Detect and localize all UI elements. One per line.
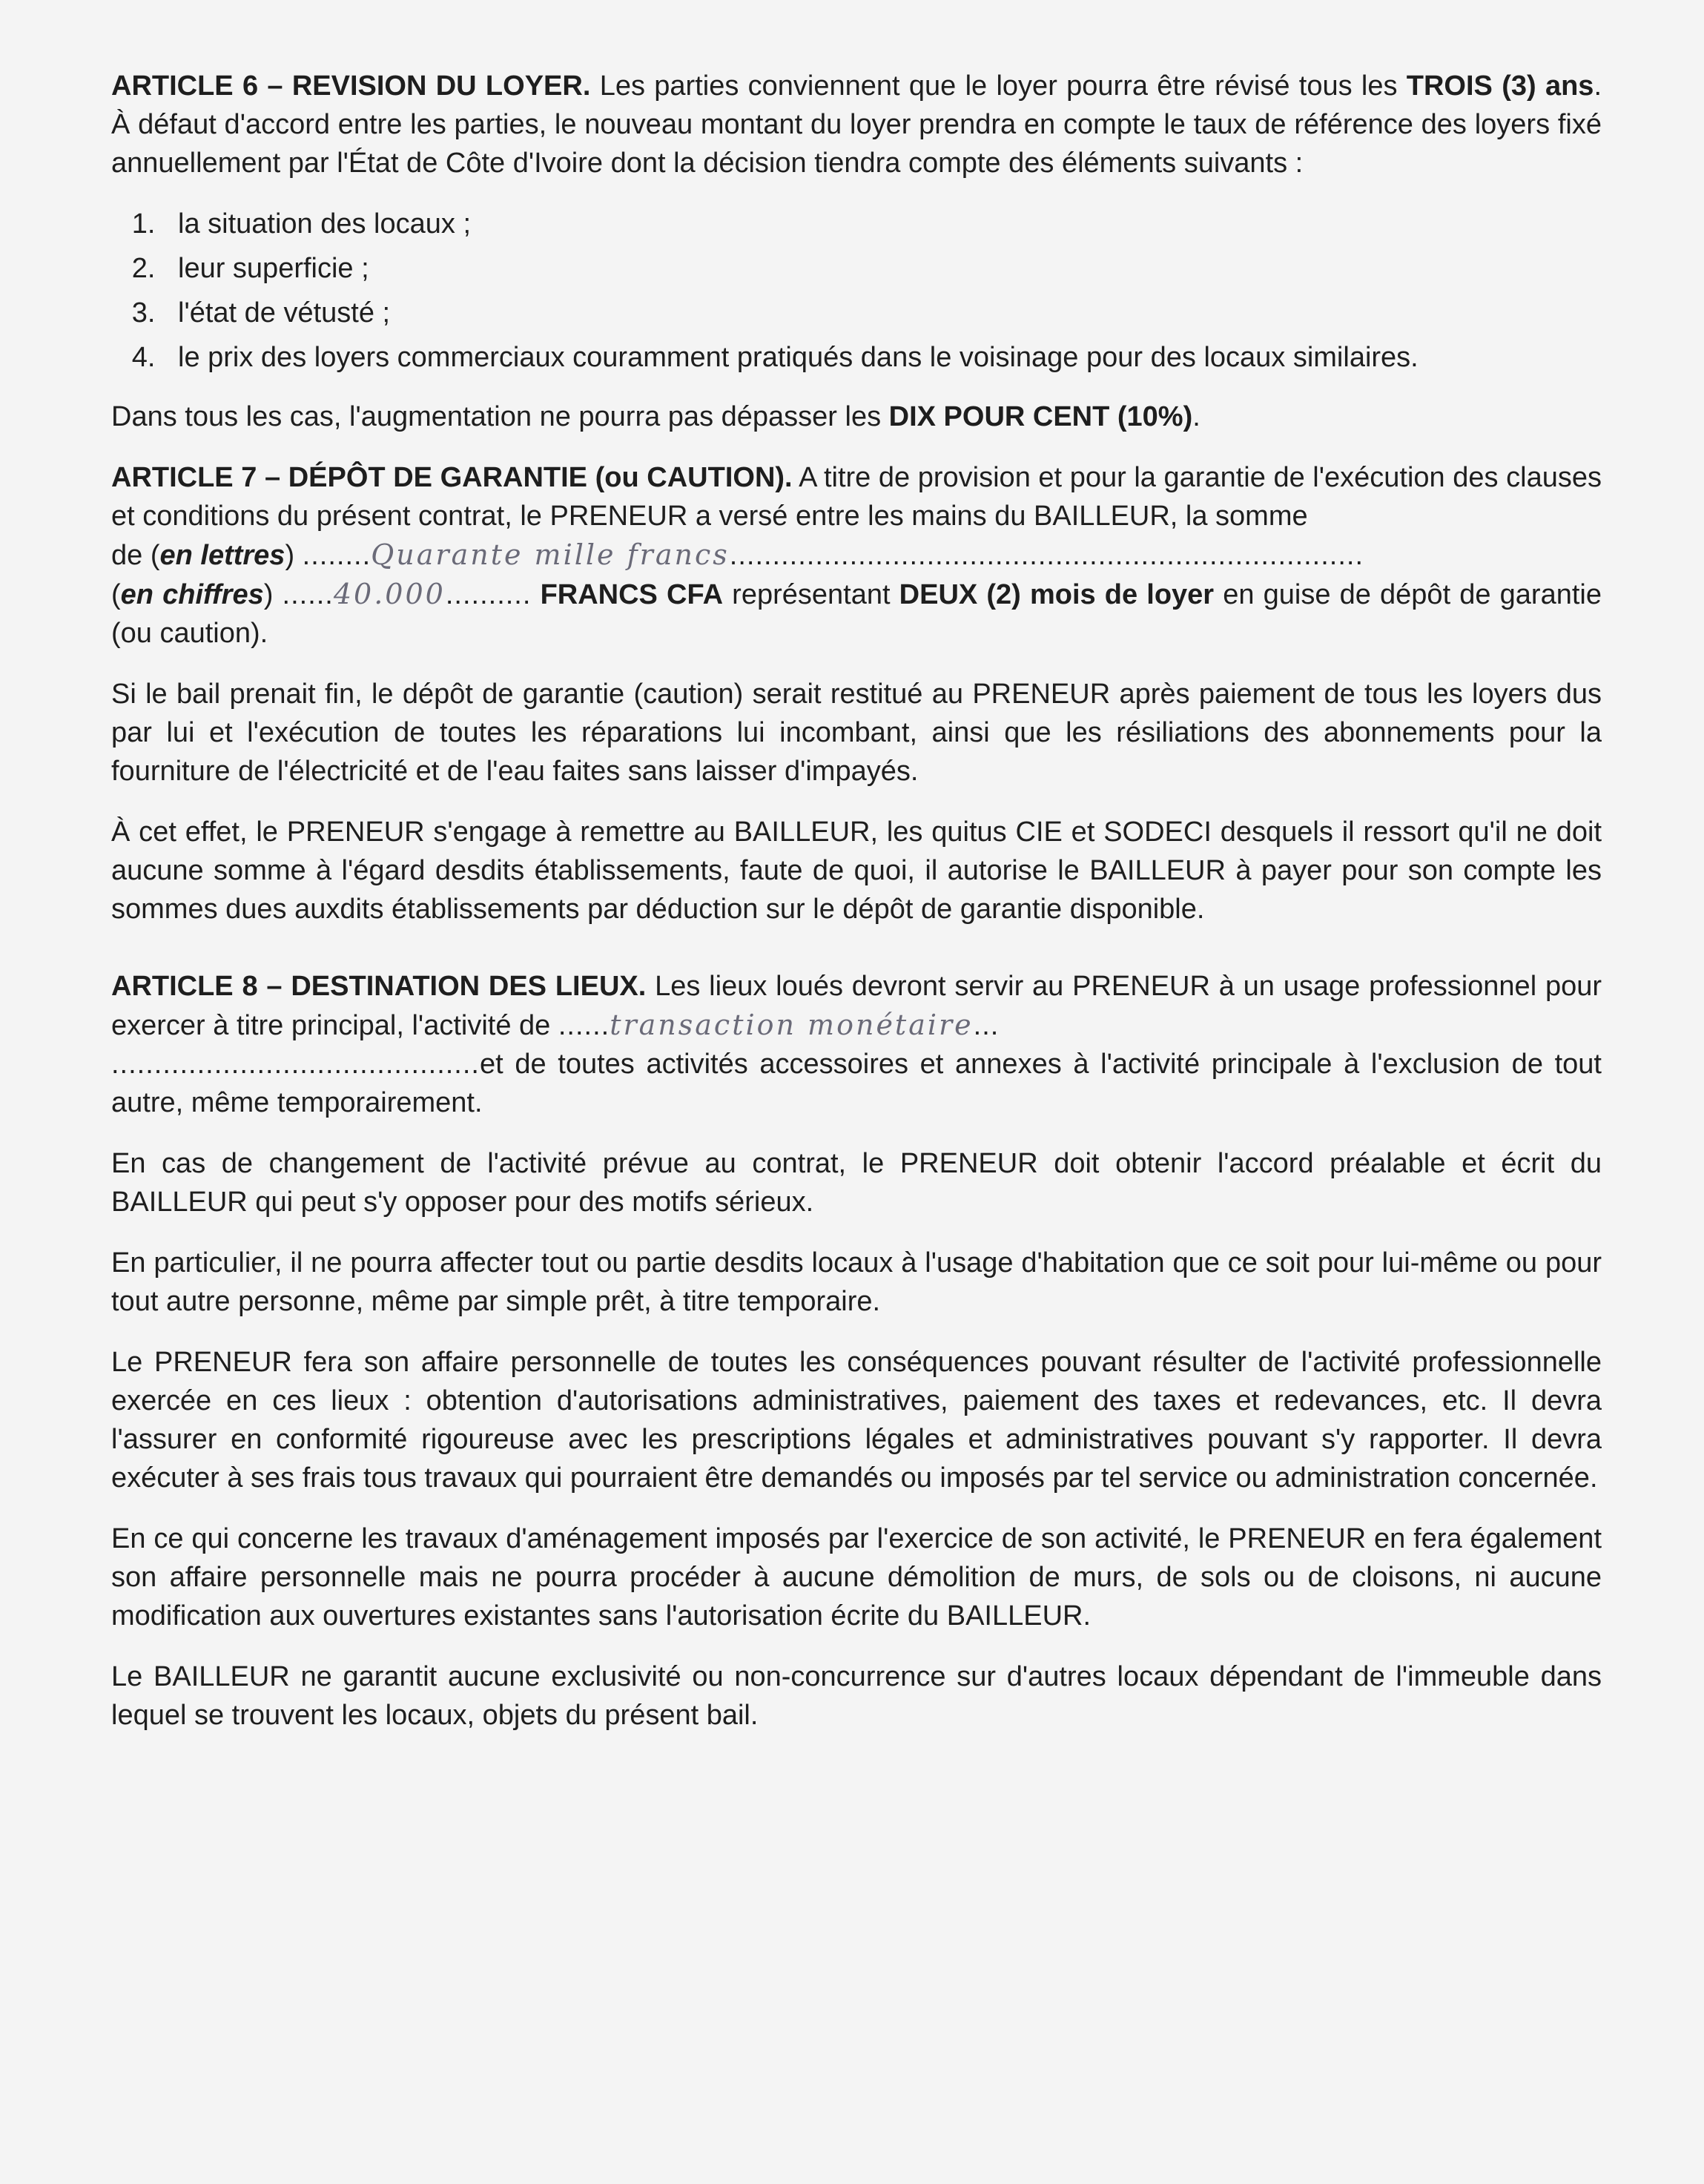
- text: et de toutes activités accessoires et annexes à l'activité principale à l'exclusion de tout autre, même temporairement.: [111, 1049, 1602, 1118]
- text: A titre de provision et pour la garantie de l'exécution des clauses et conditions du présent contrat, le PRENEUR a versé entre les mains du BAILLEUR, la somme: [111, 462, 1602, 532]
- text: Les lieux loués devront servir au PRENEUR à un usage professionnel pour exercer à titre principal, l'activité de: [111, 971, 1602, 1041]
- label-en-lettres: en lettres: [159, 540, 285, 571]
- text: ): [285, 540, 295, 571]
- dots: ......: [558, 1010, 610, 1041]
- text: .: [1192, 401, 1201, 432]
- text: Les parties conviennent que le loyer pourra être révisé tous les: [590, 70, 1407, 102]
- works-paragraph: En ce qui concerne les travaux d'aménagement imposés par l'exercice de son activité, le PRENEUR en fera également son affaire personnelle mais ne pourra procéder à aucune démolition de murs, de sols ou de cloisons, ni aucune modification aux ouvertures existantes sans l'autorisation écrite du BAILLEUR.: [111, 1523, 1602, 1632]
- dots: ..........: [445, 579, 532, 610]
- handwritten-activity[interactable]: transaction monétaire: [610, 1009, 974, 1041]
- article-7-title: ARTICLE 7 – DÉPÔT DE GARANTIE (ou CAUTION).: [111, 462, 793, 493]
- article-6-paragraph: [111, 67, 1602, 182]
- article-8-title: ARTICLE 8 – DESTINATION DES LIEUX.: [111, 971, 647, 1002]
- habitation-paragraph: En particulier, il ne pourra affecter tout ou partie desdits locaux à l'usage d'habitation que ce soit pour lui-même ou pour tout autre personne, même par simple prêt, à titre temporaire.: [111, 1247, 1602, 1317]
- list-item: 3. l'état de vétusté ;: [163, 294, 1602, 332]
- refund-paragraph: Si le bail prenait fin, le dépôt de garantie (caution) serait restitué au PRENEUR après paiement de tous les loyers dus par lui et l'exécution de toutes les réparations lui incombant, ainsi que les résiliations des abonnements pour la fourniture de l'électricité et de l'eau faites sans laisser d'impayés.: [111, 679, 1602, 787]
- document-page: [111, 67, 1602, 1757]
- article-7-paragraph: [111, 458, 1602, 535]
- quitus-paragraph: À cet effet, le PRENEUR s'engage à remettre au BAILLEUR, les quitus CIE et SODECI desquels il ressort qu'il ne doit aucune somme à l'égard desdits établissements, faute de quoi, il autorise le BAILLEUR à payer pour son compte les sommes dues auxdits établissements par déduction sur le dépôt de garantie disponible.: [111, 816, 1602, 925]
- handwritten-amount-figures[interactable]: 40.000: [333, 578, 446, 610]
- list-item: 4. le prix des loyers commerciaux couramment pratiqués dans le voisinage pour des locaux similaires.: [163, 338, 1602, 377]
- dots: ...........................................: [111, 1049, 480, 1080]
- bold-text: DEUX (2) mois de loyer: [899, 579, 1215, 610]
- amount-figures-line: (en chiffres) ......40.000.......... FRANCS CFA représentant DEUX (2) mois de loyer en guise de dépôt de garantie (ou caution).: [111, 578, 1602, 649]
- exclusivity-paragraph: Le BAILLEUR ne garantit aucune exclusivité ou non-concurrence sur d'autres locaux dépendant de l'immeuble dans lequel se trouvent les locaux, objets du présent bail.: [111, 1661, 1602, 1731]
- bold-text: FRANCS CFA: [540, 579, 724, 610]
- dots: ......: [282, 579, 334, 610]
- amount-words-line: [111, 535, 1602, 575]
- text: de (: [111, 540, 160, 571]
- text: en guise de dépôt de garantie (ou caution).: [111, 579, 1602, 649]
- article-6-title: ARTICLE 6 – REVISION DU LOYER.: [111, 70, 591, 102]
- dots: ........: [302, 540, 371, 571]
- activity-change-paragraph: En cas de changement de l'activité prévue au contrat, le PRENEUR doit obtenir l'accord préalable et écrit du BAILLEUR qui peut s'y opposer pour des motifs sérieux.: [111, 1148, 1602, 1218]
- handwritten-amount-words[interactable]: Quarante mille francs: [371, 538, 730, 571]
- label-en-chiffres: en chiffres: [120, 579, 264, 610]
- text: représentant: [723, 579, 899, 610]
- article-8-continuation: [111, 1045, 1602, 1122]
- bold-text: TROIS (3) ans: [1406, 70, 1594, 102]
- increase-cap-paragraph: [111, 397, 1602, 436]
- list-item: 2. leur superficie ;: [163, 249, 1602, 288]
- list-item: 1. la situation des locaux ;: [163, 205, 1602, 243]
- dots: ...: [973, 1010, 1000, 1041]
- dots: ..........................................................................: [729, 540, 1364, 571]
- consequences-paragraph: Le PRENEUR fera son affaire personnelle de toutes les conséquences pouvant résulter de l'activité professionnelle exercée en ces lieux : obtention d'autorisations administratives, paiement des taxes et redevances, etc. Il devra l'assurer en conformité rigoureuse avec les prescriptions légales et administratives pouvant s'y rapporter. Il devra exécuter à ses frais tous travaux qui pourraient être demandés ou imposés par tel service ou administration concernée.: [111, 1347, 1602, 1494]
- text: . À défaut d'accord entre les parties, le nouveau montant du loyer prendra en compte le taux de référence des loyers fixé annuellement par l'État de Côte d'Ivoire dont la décision tiendra compte des éléments suivants :: [111, 70, 1602, 179]
- revision-criteria-list: [111, 205, 1602, 377]
- bold-text: DIX POUR CENT (10%): [888, 401, 1193, 432]
- article-8-paragraph: [111, 967, 1602, 1045]
- text: Dans tous les cas, l'augmentation ne pourra pas dépasser les: [111, 401, 889, 432]
